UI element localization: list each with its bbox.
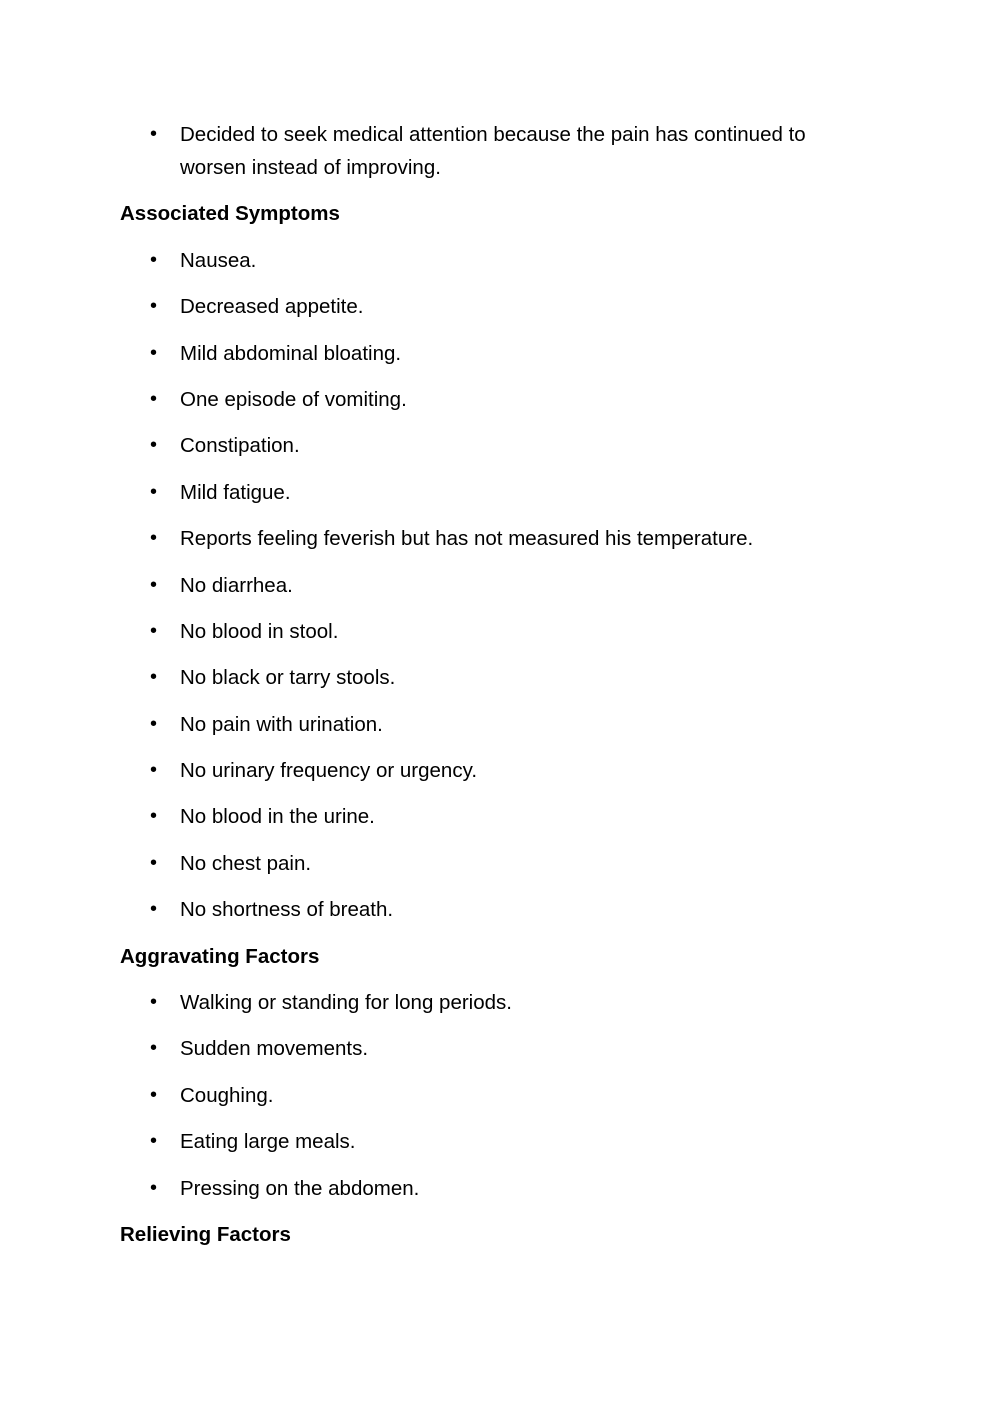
list-item xyxy=(120,615,850,648)
list-item-text: Decreased appetite. xyxy=(180,295,364,319)
list-item xyxy=(120,661,850,694)
associated-symptoms-list xyxy=(120,244,850,926)
bullet-icon: • xyxy=(150,898,158,921)
list-item xyxy=(120,118,850,184)
bullet-icon: • xyxy=(150,619,158,642)
list-item-text: No diarrhea. xyxy=(180,573,293,597)
list-item-text: Walking or standing for long periods. xyxy=(180,991,512,1015)
list-item xyxy=(120,1032,850,1065)
list-item xyxy=(120,754,850,787)
list-item-text: Pressing on the abdomen. xyxy=(180,1176,420,1200)
list-item-text: Mild abdominal bloating. xyxy=(180,341,402,365)
list-item xyxy=(120,383,850,416)
list-item-text: No blood in the urine. xyxy=(180,805,375,829)
bullet-icon: • xyxy=(150,527,158,550)
list-item xyxy=(120,569,850,602)
section-heading-associated-symptoms: Associated Symptoms xyxy=(120,202,340,226)
list-item-text: Coughing. xyxy=(180,1083,274,1107)
aggravating-factors-list xyxy=(120,986,850,1205)
list-item xyxy=(120,800,850,833)
bullet-icon: • xyxy=(150,387,158,410)
list-item xyxy=(120,476,850,509)
bullet-icon: • xyxy=(150,759,158,782)
bullet-icon: • xyxy=(150,666,158,689)
list-item xyxy=(120,847,850,880)
list-item xyxy=(120,1172,850,1205)
list-item-text: Eating large meals. xyxy=(180,1130,356,1154)
list-item xyxy=(120,522,850,555)
bullet-icon: • xyxy=(150,1083,158,1106)
list-item-text: No blood in stool. xyxy=(180,619,339,643)
list-item-text: Constipation. xyxy=(180,434,300,458)
bullet-icon: • xyxy=(150,805,158,828)
bullet-icon: • xyxy=(150,123,158,145)
list-item-text: No pain with urination. xyxy=(180,712,383,736)
list-item-text: Sudden movements. xyxy=(180,1037,369,1061)
list-item xyxy=(120,244,850,277)
bullet-icon: • xyxy=(150,1037,158,1060)
section-heading-relieving-factors: Relieving Factors xyxy=(120,1222,291,1246)
list-item-text: Mild fatigue. xyxy=(180,480,291,504)
bullet-icon: • xyxy=(150,851,158,874)
list-item xyxy=(120,893,850,926)
bullet-icon: • xyxy=(150,341,158,364)
bullet-icon: • xyxy=(150,1176,158,1199)
bullet-icon: • xyxy=(150,480,158,503)
list-item xyxy=(120,429,850,462)
list-item xyxy=(120,337,850,370)
bullet-icon: • xyxy=(150,248,158,271)
bullet-icon: • xyxy=(150,1130,158,1153)
bullet-icon: • xyxy=(150,434,158,457)
list-item-text: No black or tarry stools. xyxy=(180,666,396,690)
list-item xyxy=(120,290,850,323)
list-item-text: No urinary frequency or urgency. xyxy=(180,759,478,783)
bullet-icon: • xyxy=(150,712,158,735)
list-item xyxy=(120,1079,850,1112)
document-content xyxy=(120,118,850,1264)
section-heading-aggravating-factors: Aggravating Factors xyxy=(120,944,320,968)
list-item-text: Decided to seek medical attention because the pain has continued to worsen instead of improving. xyxy=(180,123,806,179)
bullet-icon: • xyxy=(150,573,158,596)
list-item-text: One episode of vomiting. xyxy=(180,387,407,411)
bullet-icon: • xyxy=(150,991,158,1014)
list-item-text: Nausea. xyxy=(180,248,257,272)
list-item-text: Reports feeling feverish but has not measured his temperature. xyxy=(180,527,754,551)
bullet-icon: • xyxy=(150,295,158,318)
intro-bullet-list xyxy=(120,118,850,184)
list-item xyxy=(120,708,850,741)
list-item xyxy=(120,986,850,1019)
list-item-text: No shortness of breath. xyxy=(180,898,394,922)
list-item-text: No chest pain. xyxy=(180,851,312,875)
list-item xyxy=(120,1125,850,1158)
